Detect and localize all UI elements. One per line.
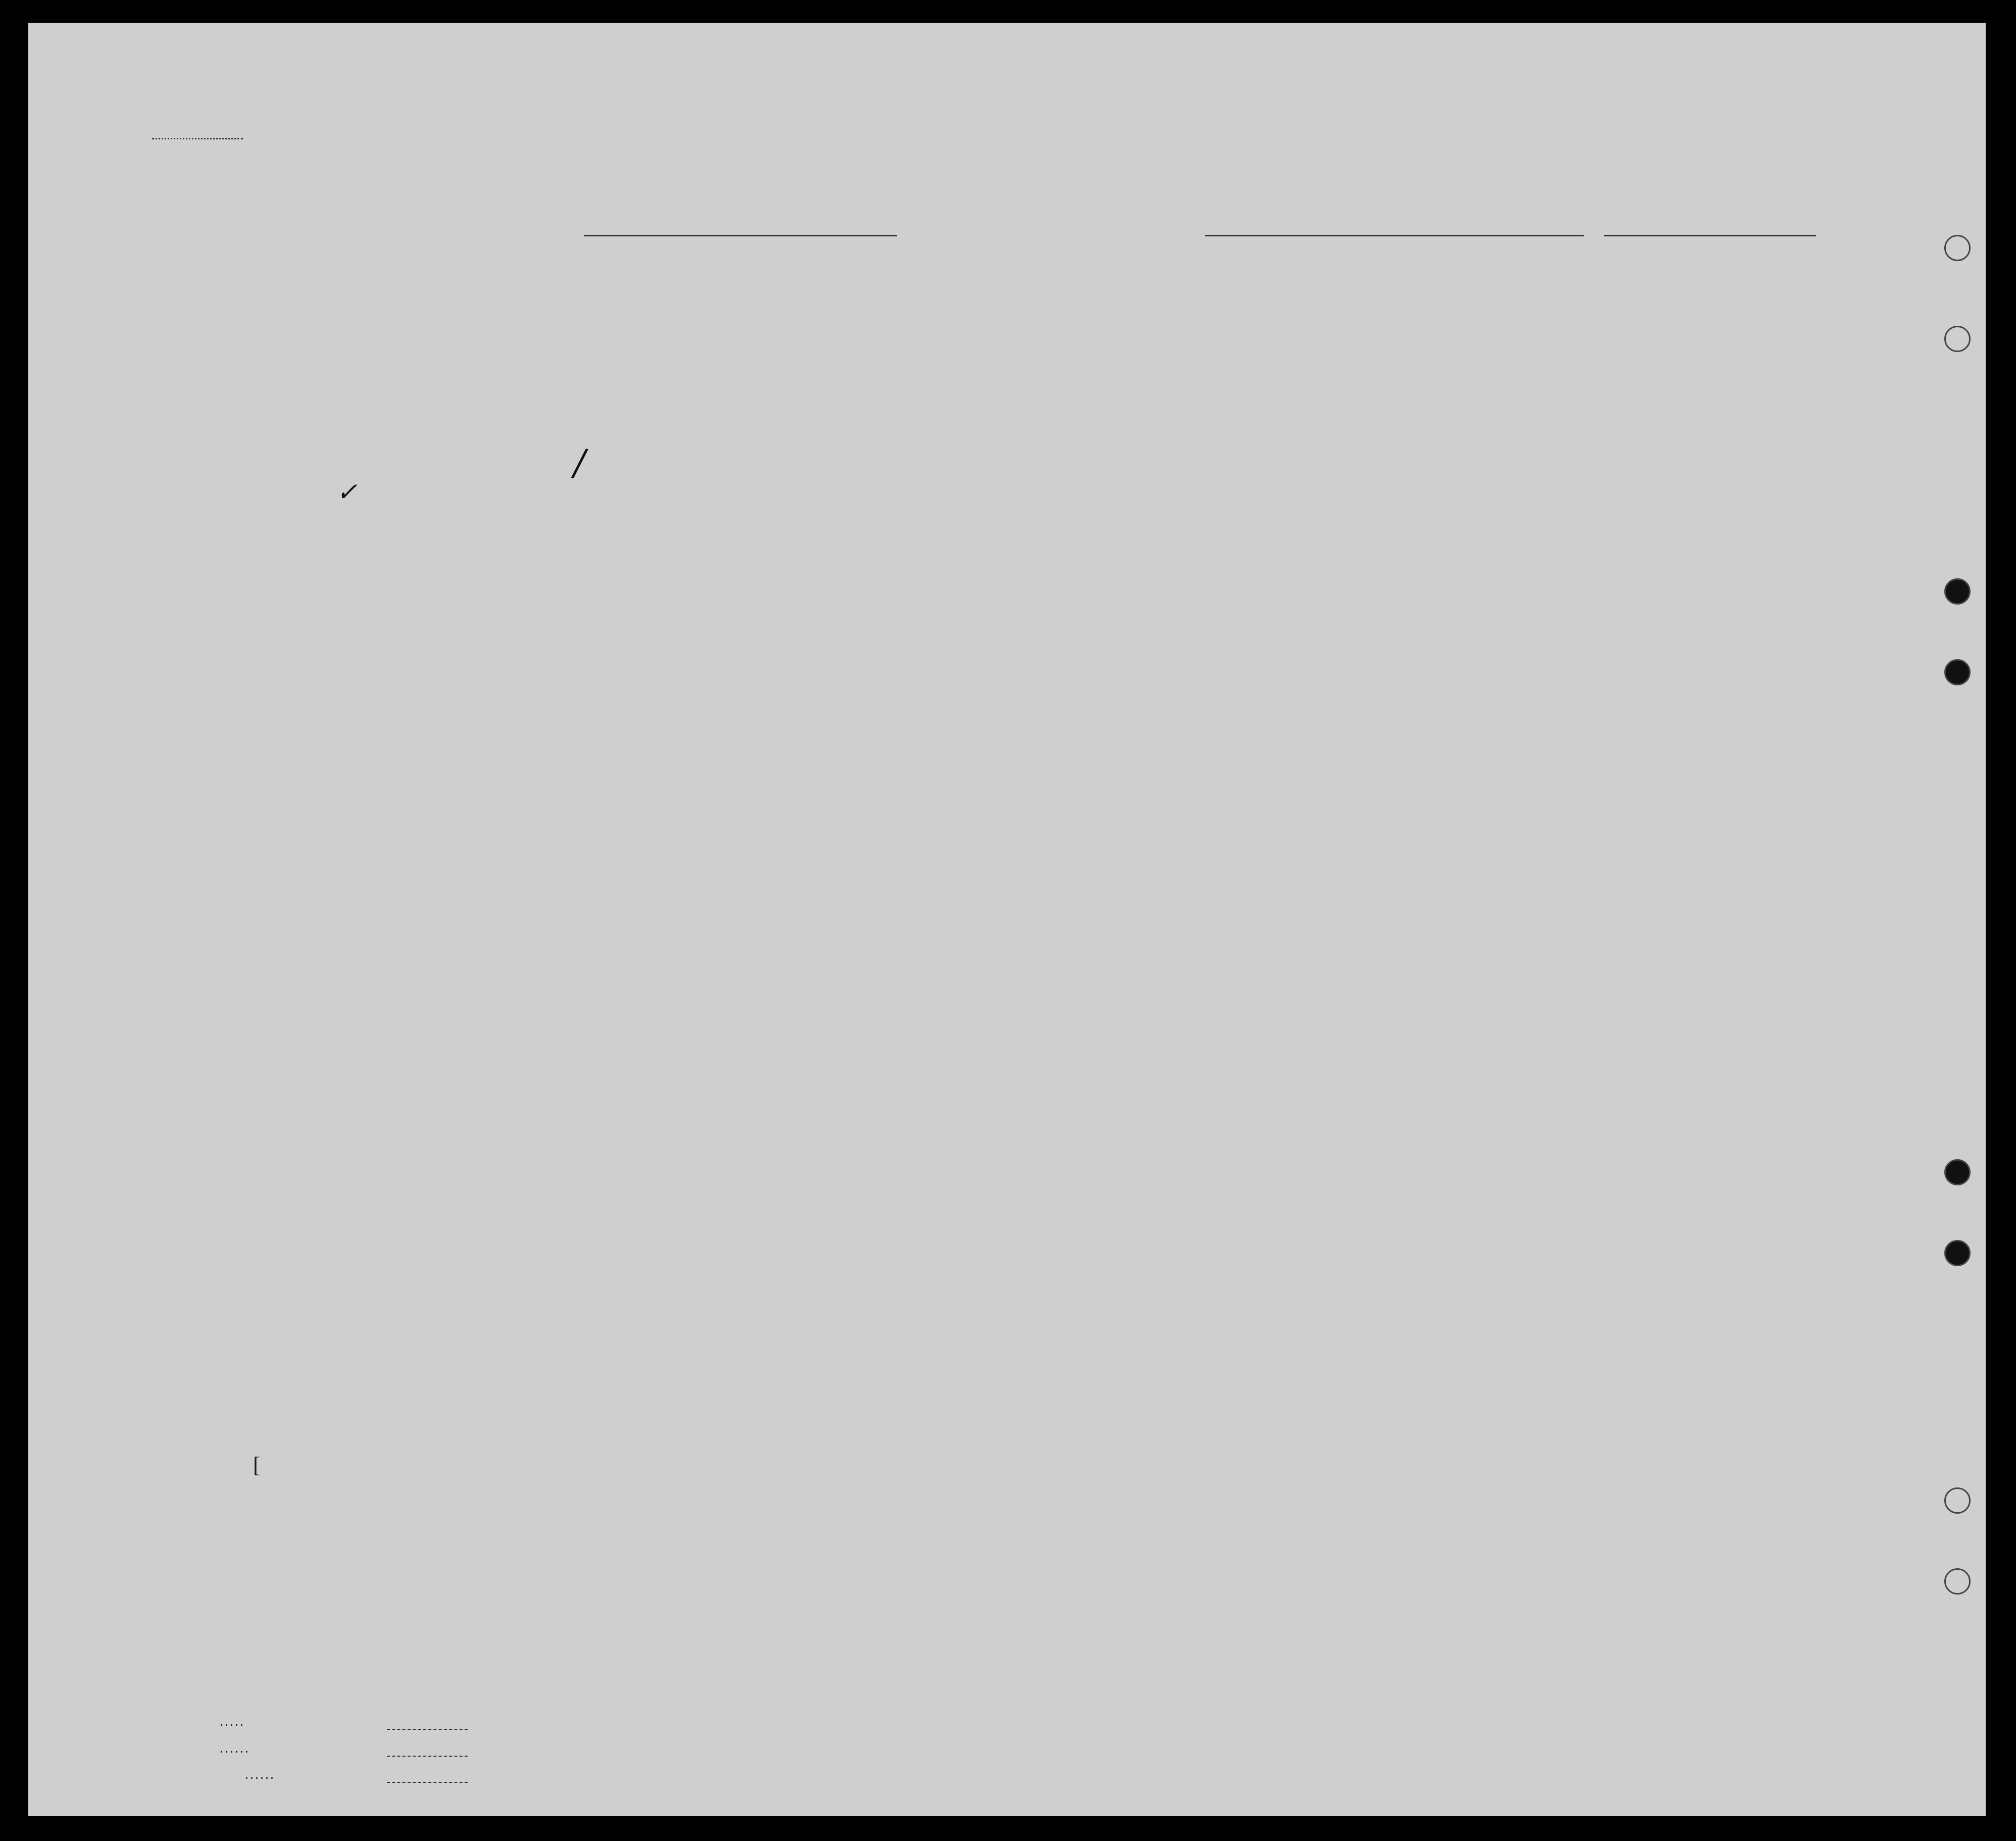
manifest-sheet [28,23,1986,1816]
us-citizens-label: . . . . . . [220,1744,248,1755]
check-mark-family: ✓ [336,477,358,507]
bottom-bracket: [ [253,1453,261,1477]
binder-hole [1944,578,1971,605]
total-passengers-label: . . . . . [220,1717,243,1728]
aliens-label: . . . . . . [245,1770,273,1781]
binder-hole [1944,1159,1971,1185]
binder-hole-ring [1944,235,1971,261]
binder-hole-ring [1944,1568,1971,1595]
binder-hole [1944,659,1971,685]
check-mark-age: / [574,442,586,483]
us-citizens-line [387,1756,468,1757]
manifest-grid [28,23,1986,1816]
binder-hole-ring [1944,1487,1971,1514]
binder-hole-ring [1944,326,1971,352]
total-passengers-line [387,1729,468,1730]
aliens-line [387,1782,468,1783]
binder-hole [1944,1240,1971,1266]
